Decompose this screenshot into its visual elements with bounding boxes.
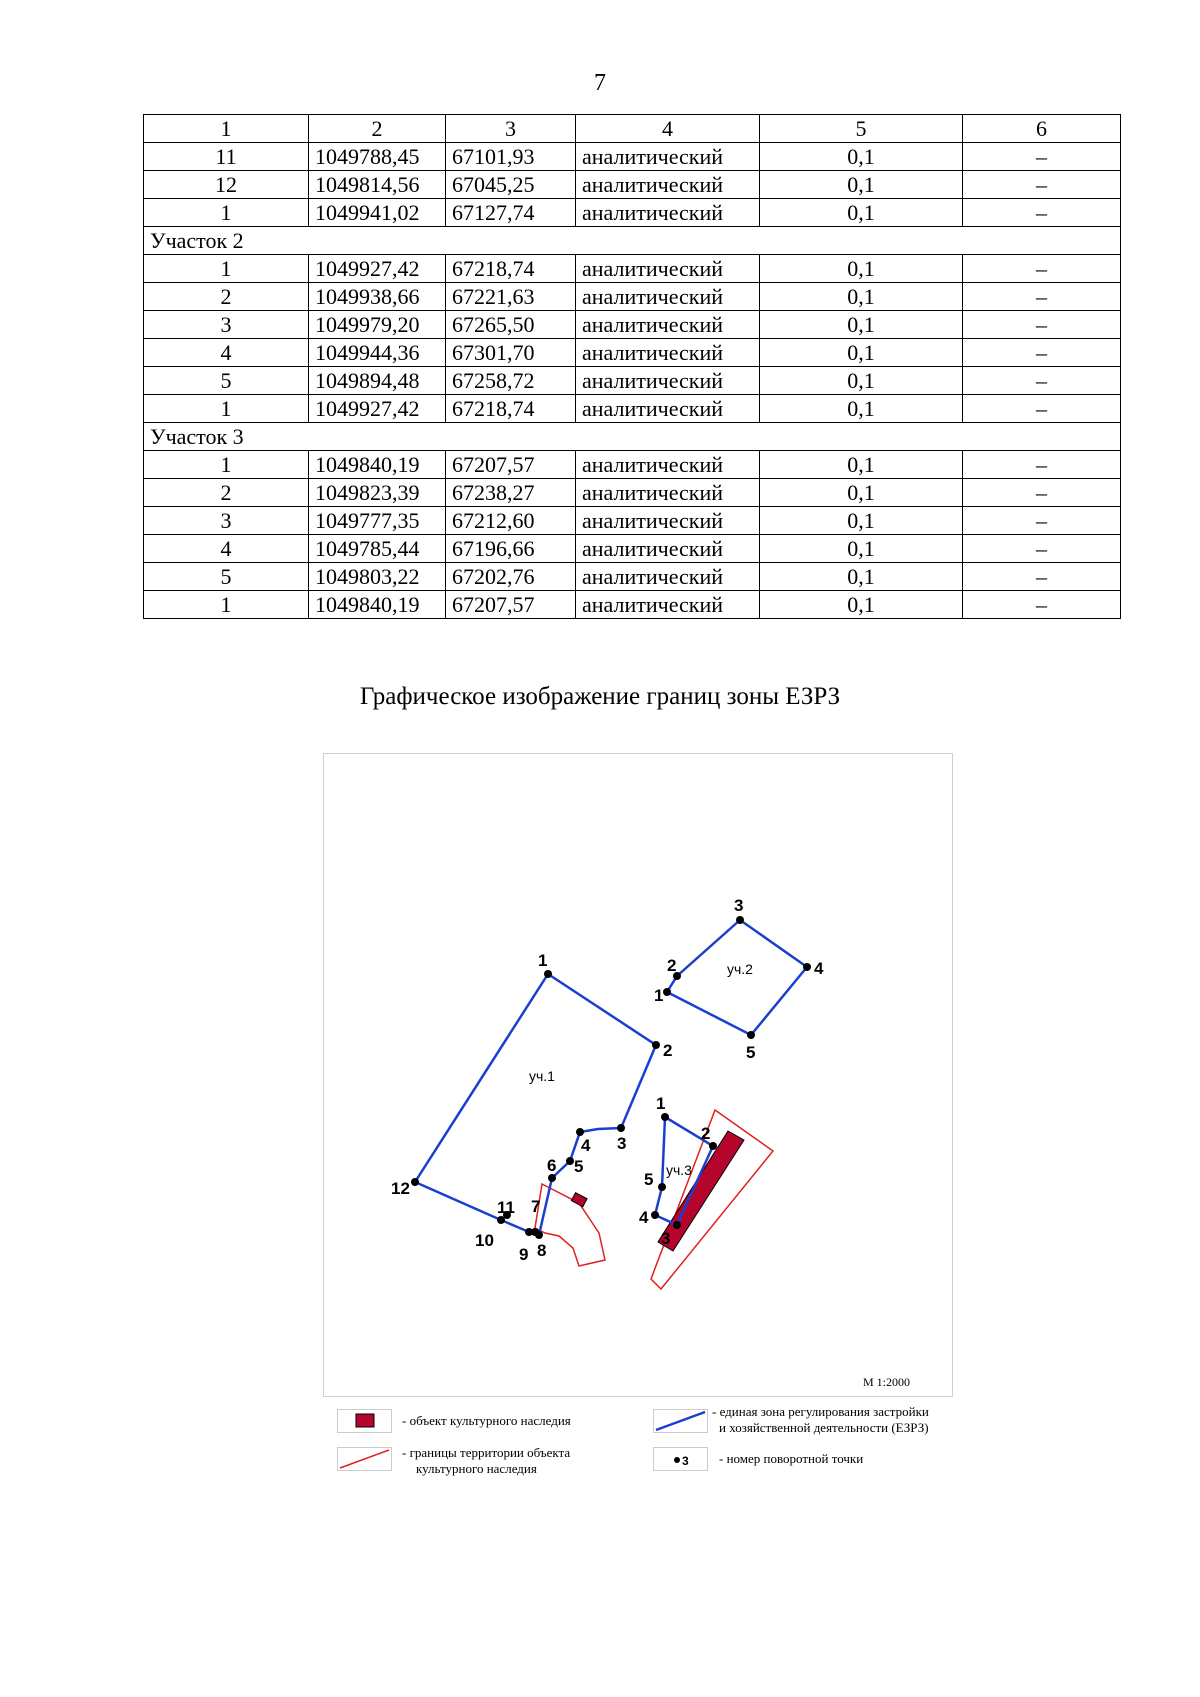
table-cell: 1049938,66 (309, 283, 446, 311)
header-cell: 6 (963, 115, 1121, 143)
table-cell: аналитический (576, 507, 760, 535)
table-cell: 12 (144, 171, 309, 199)
table-cell: – (963, 591, 1121, 619)
turning-point (652, 1041, 660, 1049)
table-cell: аналитический (576, 311, 760, 339)
turning-point (566, 1157, 574, 1165)
table-cell: 0,1 (760, 451, 963, 479)
table-cell: 2 (144, 479, 309, 507)
table-cell: 1049979,20 (309, 311, 446, 339)
point-label: 12 (391, 1179, 410, 1198)
point-label: 1 (654, 986, 664, 1005)
table-cell: 67207,57 (446, 591, 576, 619)
point-label: 9 (519, 1245, 529, 1264)
table-row (144, 255, 1121, 283)
table-cell: 1049927,42 (309, 395, 446, 423)
table-cell: 1049944,36 (309, 339, 446, 367)
section-row (144, 423, 1121, 451)
table-cell: – (963, 563, 1121, 591)
legend-point-symbol (653, 1447, 708, 1471)
table-cell: 3 (144, 507, 309, 535)
table-cell: 67265,50 (446, 311, 576, 339)
table-cell: 1 (144, 255, 309, 283)
header-cell: 5 (760, 115, 963, 143)
point-label: 3 (734, 896, 744, 915)
table-cell: аналитический (576, 395, 760, 423)
table-cell: – (963, 255, 1121, 283)
table-cell: 67218,74 (446, 395, 576, 423)
table-cell: 1049788,45 (309, 143, 446, 171)
table-cell: 67101,93 (446, 143, 576, 171)
table-cell: аналитический (576, 199, 760, 227)
point-label: 4 (814, 959, 824, 978)
table-cell: 67202,76 (446, 563, 576, 591)
table-cell: – (963, 395, 1121, 423)
point-label: 5 (746, 1043, 756, 1062)
table-cell: аналитический (576, 143, 760, 171)
legend-zone-2: и хозяйственной деятельности (ЕЗРЗ) (719, 1420, 929, 1435)
table-row (144, 451, 1121, 479)
table-cell: 67196,66 (446, 535, 576, 563)
legend-heritage-border-2: культурного наследия (416, 1461, 537, 1476)
table-row (144, 395, 1121, 423)
point-label: 10 (475, 1231, 494, 1250)
table-cell: 0,1 (760, 563, 963, 591)
table-cell: 1049777,35 (309, 507, 446, 535)
table-cell: 1 (144, 591, 309, 619)
legend-zone-1: - единая зона регулирования застройки (712, 1404, 929, 1419)
table-cell: 4 (144, 339, 309, 367)
table-cell: 67207,57 (446, 451, 576, 479)
legend-heritage-border-symbol (337, 1447, 392, 1471)
point-label: 4 (581, 1136, 591, 1155)
table-cell: – (963, 311, 1121, 339)
table-cell: 67301,70 (446, 339, 576, 367)
turning-point (658, 1183, 666, 1191)
point-label: 4 (639, 1208, 649, 1227)
point-label: 2 (701, 1124, 711, 1143)
turning-point (617, 1124, 625, 1132)
table-cell: 0,1 (760, 367, 963, 395)
table-cell: 4 (144, 535, 309, 563)
table-cell: 3 (144, 311, 309, 339)
table-cell: 11 (144, 143, 309, 171)
table-cell: аналитический (576, 535, 760, 563)
header-cell: 4 (576, 115, 760, 143)
table-cell: 1 (144, 199, 309, 227)
table-cell: 2 (144, 283, 309, 311)
section-label: Участок 3 (144, 423, 1121, 451)
table-cell: – (963, 507, 1121, 535)
table-row (144, 283, 1121, 311)
map-title: Графическое изображение границ зоны ЕЗРЗ (359, 683, 841, 710)
table-cell: 0,1 (760, 479, 963, 507)
table-cell: – (963, 451, 1121, 479)
table-row (144, 311, 1121, 339)
turning-point (663, 988, 671, 996)
point-label: 5 (574, 1157, 584, 1176)
point-label: 11 (497, 1198, 515, 1217)
table-cell: 0,1 (760, 507, 963, 535)
table-cell: аналитический (576, 451, 760, 479)
table-row (144, 535, 1121, 563)
table-cell: 1049823,39 (309, 479, 446, 507)
table-cell: аналитический (576, 171, 760, 199)
table-cell: 1 (144, 451, 309, 479)
table-header-row (144, 115, 1121, 143)
table-cell: 1049814,56 (309, 171, 446, 199)
table-cell: – (963, 283, 1121, 311)
point-label: 5 (644, 1170, 654, 1189)
legend-zone-symbol (653, 1409, 708, 1433)
point-label: 6 (547, 1156, 557, 1175)
table-cell: – (963, 199, 1121, 227)
zone-map (323, 753, 953, 1397)
table-cell: 5 (144, 563, 309, 591)
page-number: 7 (594, 70, 606, 96)
table-cell: аналитический (576, 339, 760, 367)
table-cell: 0,1 (760, 255, 963, 283)
legend-heritage-object: - объект культурного наследия (402, 1413, 571, 1428)
header-cell: 3 (446, 115, 576, 143)
table-cell: аналитический (576, 283, 760, 311)
table-row (144, 199, 1121, 227)
table-cell: 0,1 (760, 143, 963, 171)
table-cell: 0,1 (760, 339, 963, 367)
svg-text:3: 3 (682, 1454, 689, 1468)
table-cell: 1049894,48 (309, 367, 446, 395)
point-label: 7 (531, 1197, 541, 1216)
table-row (144, 479, 1121, 507)
table-row (144, 143, 1121, 171)
table-cell: 1 (144, 395, 309, 423)
table-cell: аналитический (576, 479, 760, 507)
area-label-u2: уч.2 (727, 961, 753, 977)
table-row (144, 339, 1121, 367)
table-cell: 67238,27 (446, 479, 576, 507)
table-row (144, 563, 1121, 591)
table-cell: – (963, 143, 1121, 171)
table-cell: аналитический (576, 563, 760, 591)
turning-point (803, 963, 811, 971)
point-label: 2 (667, 956, 677, 975)
point-label: 3 (617, 1134, 627, 1153)
table-row (144, 171, 1121, 199)
table-cell: 1049785,44 (309, 535, 446, 563)
turning-point (709, 1142, 717, 1150)
table-cell: – (963, 479, 1121, 507)
legend-point: - номер поворотной точки (719, 1451, 864, 1466)
table-cell: 67221,63 (446, 283, 576, 311)
legend-heritage-border-1: - границы территории объекта (402, 1445, 571, 1460)
table-cell: 67045,25 (446, 171, 576, 199)
table-row (144, 367, 1121, 395)
point-label: 1 (538, 951, 548, 970)
table-cell: 0,1 (760, 199, 963, 227)
table-cell: 0,1 (760, 395, 963, 423)
table-cell: 0,1 (760, 171, 963, 199)
table-cell: 0,1 (760, 591, 963, 619)
section-row (144, 227, 1121, 255)
table-cell: – (963, 339, 1121, 367)
table-cell: аналитический (576, 591, 760, 619)
legend-heritage-object-symbol (337, 1409, 392, 1433)
turning-point (651, 1211, 659, 1219)
table-cell: 0,1 (760, 283, 963, 311)
turning-point (747, 1031, 755, 1039)
table-cell: 0,1 (760, 311, 963, 339)
turning-point (576, 1128, 584, 1136)
table-row (144, 507, 1121, 535)
turning-point (661, 1113, 669, 1121)
coordinates-table (143, 114, 1121, 619)
header-cell: 2 (309, 115, 446, 143)
turning-point (548, 1174, 556, 1182)
point-label: 8 (537, 1241, 547, 1260)
table-cell: – (963, 535, 1121, 563)
turning-point (673, 1221, 681, 1229)
point-label: 2 (663, 1041, 673, 1060)
map-scale: М 1:2000 (863, 1375, 911, 1389)
map-frame (324, 754, 953, 1397)
section-label: Участок 2 (144, 227, 1121, 255)
turning-point (736, 916, 744, 924)
header-cell: 1 (144, 115, 309, 143)
area-label-u3: уч.3 (666, 1162, 692, 1178)
turning-point (525, 1228, 533, 1236)
table-cell: 67127,74 (446, 199, 576, 227)
point-label: 1 (656, 1094, 666, 1113)
table-cell: 1049927,42 (309, 255, 446, 283)
table-cell: 1049840,19 (309, 451, 446, 479)
turning-point (544, 970, 552, 978)
table-cell: 1049840,19 (309, 591, 446, 619)
table-cell: 5 (144, 367, 309, 395)
table-cell: – (963, 171, 1121, 199)
area-label-u1: уч.1 (529, 1068, 555, 1084)
table-cell: 1049941,02 (309, 199, 446, 227)
point-label: 3 (661, 1229, 671, 1248)
table-cell: аналитический (576, 367, 760, 395)
table-row (144, 591, 1121, 619)
turning-point (411, 1178, 419, 1186)
table-cell: 67218,74 (446, 255, 576, 283)
table-cell: 67212,60 (446, 507, 576, 535)
table-cell: – (963, 367, 1121, 395)
table-cell: 67258,72 (446, 367, 576, 395)
table-cell: аналитический (576, 255, 760, 283)
table-cell: 0,1 (760, 535, 963, 563)
table-cell: 1049803,22 (309, 563, 446, 591)
